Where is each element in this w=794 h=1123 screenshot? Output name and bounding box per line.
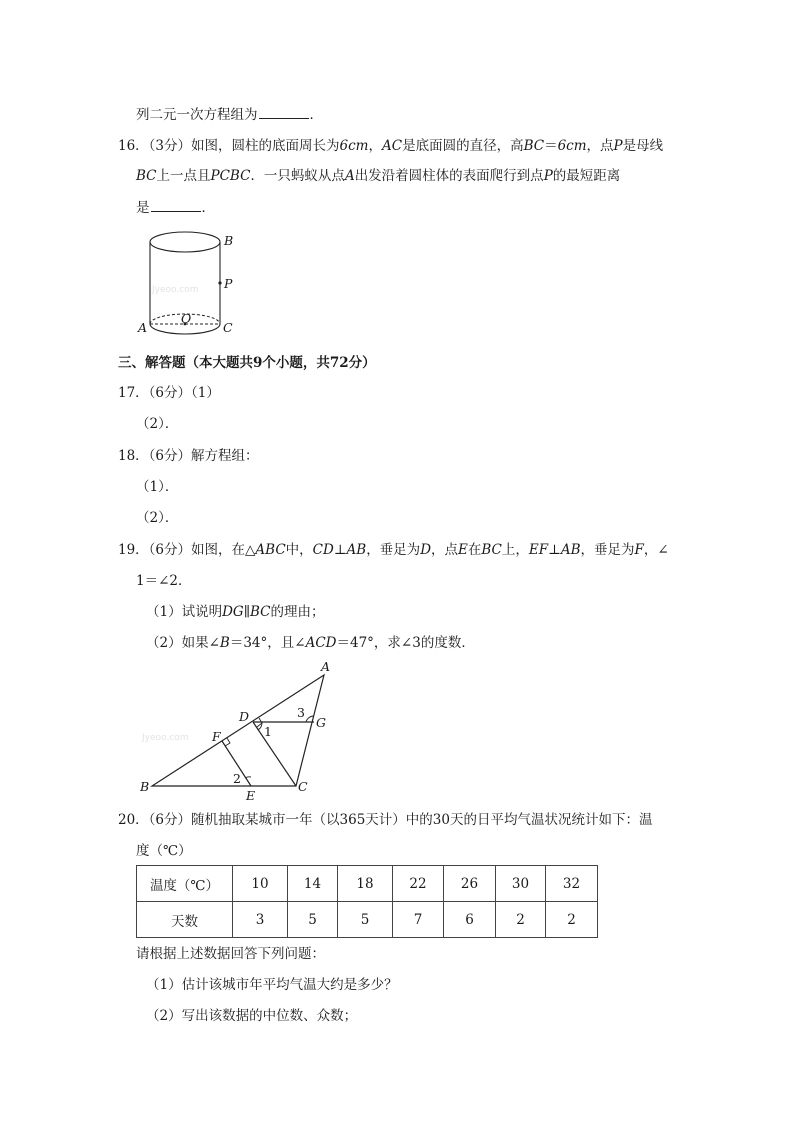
q19-ab: AB xyxy=(346,542,367,558)
label-e: E xyxy=(246,788,256,803)
q16-line2 xyxy=(136,166,620,186)
cylinder-figure xyxy=(130,225,250,340)
q16-line1 xyxy=(118,136,663,156)
q16-line3 xyxy=(136,197,215,218)
table-cell: 5 xyxy=(288,902,338,938)
q19-text: 中， xyxy=(285,542,313,558)
label-b: B xyxy=(140,779,150,794)
triangle-figure xyxy=(130,655,360,805)
q17-line2: （2）． xyxy=(136,416,179,432)
label-g: G xyxy=(316,715,326,730)
q16-text: 出发沿着圆柱体的表面爬行到点 xyxy=(354,168,544,184)
label-1: 1 xyxy=(264,724,272,739)
q19-text: ＝47°，求∠3的度数． xyxy=(336,635,475,651)
q19-cd: CD xyxy=(312,542,334,558)
q15-text: 列二元一次方程组为 xyxy=(136,107,258,123)
q16-text: 上一点且 xyxy=(156,168,211,184)
table-cell: 18 xyxy=(338,866,393,902)
right-angle-f xyxy=(225,738,230,746)
table-cell: 22 xyxy=(393,866,444,902)
q19-e: E xyxy=(458,542,468,558)
q19-abc: ABC xyxy=(255,542,286,558)
table-header-cell: 天数 xyxy=(137,902,233,938)
q19-text: （2）如果∠ xyxy=(146,635,220,651)
q19-text: ＝34°，且∠ xyxy=(229,635,306,651)
q16-p: P xyxy=(613,138,623,154)
temperature-table xyxy=(136,865,598,938)
q16-text: 是 xyxy=(136,200,150,216)
q19-text: ，垂足为 xyxy=(366,542,421,558)
q19-line1 xyxy=(118,540,669,560)
q16-a: A xyxy=(344,168,355,184)
watermark: Jyeoo.com xyxy=(152,285,199,295)
segment-cd xyxy=(253,722,296,786)
q16-text: ， xyxy=(368,138,382,154)
q16-p: P xyxy=(543,168,553,184)
label-a: A xyxy=(138,320,148,335)
q19-bc: BC xyxy=(249,604,271,620)
q19-dg: DG xyxy=(222,604,244,620)
q19-parallel: ∥ xyxy=(243,604,250,620)
table-cell: 26 xyxy=(444,866,496,902)
q19-sub1 xyxy=(146,602,324,622)
q19-text: （1）试说明 xyxy=(146,604,223,620)
q19-text: 在 xyxy=(467,542,482,558)
table-cell: 2 xyxy=(496,902,546,938)
q16-text: ，点 xyxy=(586,138,614,154)
table-row-temperature xyxy=(137,866,598,902)
q19-sub2 xyxy=(146,633,475,653)
q16-text: 是母线 xyxy=(622,138,664,154)
q18-line1: 18．（6分）解方程组： xyxy=(118,448,259,464)
table-cell: 6 xyxy=(444,902,496,938)
q19-acd: ACD xyxy=(305,635,337,651)
table-cell: 14 xyxy=(288,866,338,902)
q15-answer-blank xyxy=(259,104,309,119)
q16-bc: BC xyxy=(136,168,157,184)
q19-line2: 1＝∠2． xyxy=(136,573,192,589)
q19-text: 的理由； xyxy=(270,604,325,620)
label-p: P xyxy=(224,276,233,291)
q16-number: 16．（3分）如图，圆柱的底面周长为 xyxy=(118,138,340,154)
label-2: 2 xyxy=(233,771,241,786)
q17-line1: 17．（6分）（1） xyxy=(118,385,220,401)
q16-text: ．一只蚂蚁从点 xyxy=(250,168,345,184)
q16-text: 的最短距离 xyxy=(552,168,621,184)
q19-f: F xyxy=(634,542,644,558)
q19-ef: EF xyxy=(528,542,549,558)
q16-circumference: 6cm xyxy=(339,138,369,154)
section-3-heading: 三、解答题（本大题共9个小题，共72分） xyxy=(118,355,376,371)
q19-b: B xyxy=(219,635,230,651)
table-cell: 3 xyxy=(233,902,288,938)
label-f: F xyxy=(212,729,221,744)
table-row-days xyxy=(137,902,598,938)
table-cell: 30 xyxy=(496,866,546,902)
q18-line2: （1）． xyxy=(136,479,179,495)
q19-text: ，点 xyxy=(431,542,459,558)
q20-line2: 度（℃） xyxy=(136,843,192,859)
q20-line1: 20．（6分）随机抽取某城市一年（以365天计）中的30天的日平均气温状况统计如下：温 xyxy=(118,812,653,828)
q20-prompt: 请根据上述数据回答下列问题： xyxy=(136,946,325,962)
q16-text: 是底面圆的直径，高 xyxy=(402,138,524,154)
q19-perp: ⊥ xyxy=(333,542,347,558)
q19-ab: AB xyxy=(560,542,581,558)
q20-sub2: （2）写出该数据的中位数、众数； xyxy=(146,1008,358,1024)
q16-pcbc: PCBC xyxy=(210,168,251,184)
triangle-abc xyxy=(152,675,324,786)
label-a: A xyxy=(321,659,331,674)
label-b: B xyxy=(224,233,234,248)
q15-end: ． xyxy=(309,107,323,123)
q19-perp: ⊥ xyxy=(548,542,561,558)
q19-text: ，垂足为 xyxy=(580,542,635,558)
label-c: C xyxy=(223,320,233,335)
q19-number: 19．（6分）如图，在△ xyxy=(118,542,256,558)
label-d: D xyxy=(239,709,250,724)
q19-text: ，∠ xyxy=(643,542,669,558)
q16-text: ＝ xyxy=(544,138,558,154)
table-cell: 5 xyxy=(338,902,393,938)
table-cell: 32 xyxy=(546,866,598,902)
watermark: Jyeoo.com xyxy=(142,733,189,743)
q16-ac: AC xyxy=(381,138,403,154)
q19-d: D xyxy=(420,542,432,558)
table-header-cell: 温度（℃） xyxy=(137,866,233,902)
label-3: 3 xyxy=(297,705,305,720)
label-c: C xyxy=(298,779,308,794)
q18-line3: （2）． xyxy=(136,510,179,526)
point-p xyxy=(218,281,221,284)
table-cell: 7 xyxy=(393,902,444,938)
table-cell: 10 xyxy=(233,866,288,902)
q16-end: ． xyxy=(201,200,215,216)
q19-bc: BC xyxy=(481,542,502,558)
label-o: O xyxy=(181,311,192,326)
q20-sub1: （1）估计该城市年平均气温大约是多少？ xyxy=(146,977,398,993)
table-cell: 2 xyxy=(546,902,598,938)
q16-answer-blank xyxy=(151,197,201,212)
q19-text: 上， xyxy=(501,542,529,558)
q16-bc: BC xyxy=(523,138,545,154)
q16-height: 6cm xyxy=(557,138,587,154)
cylinder-top-ellipse xyxy=(150,232,220,252)
q15-equation-line xyxy=(136,104,323,125)
